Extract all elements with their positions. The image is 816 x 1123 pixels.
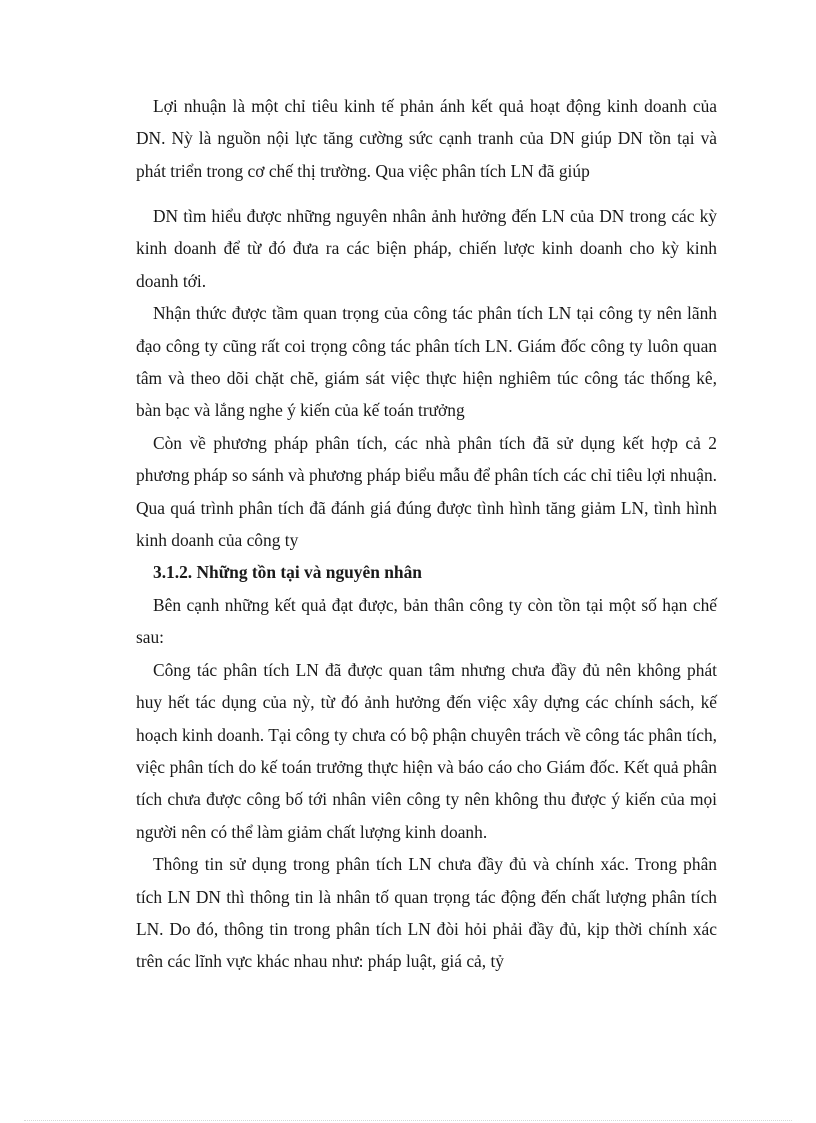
paragraph-limitations-intro: Bên cạnh những kết quả đạt được, bản thân công ty còn tồn tại một số hạn chế sau: xyxy=(136,594,717,648)
paragraph-importance: Nhận thức được tầm quan trọng của công tác phân tích LN tại công ty nên lãnh đạo công ty cũng rất coi trọng công tác phân tích LN. Giám đốc công ty luôn quan tâm và theo dõi chặt chẽ, giám sát việc thực hiện nghiêm túc công tác thống kê, bàn bạc và lắng nghe ý kiến của kế toán trưởng xyxy=(136,303,717,421)
paragraph-methods: Còn về phương pháp phân tích, các nhà phân tích đã sử dụng kết hợp cả 2 phương pháp so sánh và phương pháp biểu mẫu để phân tích các chỉ tiêu lợi nhuận. Qua quá trình phân tích đã đánh giá đúng được tình hình tăng giảm LN, tình hình kinh doanh của công ty xyxy=(136,432,717,551)
section-heading: 3.1.2. Những tồn tại và nguyên nhân xyxy=(153,562,422,583)
paragraph-profit-causes: DN tìm hiểu được những nguyên nhân ảnh hưởng đến LN của DN trong các kỳ kinh doanh để từ đó đưa ra các biện pháp, chiến lược kinh doanh cho kỳ kinh doanh tới. xyxy=(136,206,717,291)
paragraph-information: Thông tin sử dụng trong phân tích LN chưa đầy đủ và chính xác. Trong phân tích LN DN thì thông tin là nhân tố quan trọng tác động đến chất lượng phân tích LN. Do đó, thông tin trong phân tích LN đòi hỏi phải đầy đủ, kịp thời chính xác trên các lĩnh vực khác nhau như: pháp luật, giá cả, tỷ xyxy=(136,854,717,972)
text-block-top xyxy=(136,90,717,187)
text-block-main xyxy=(136,200,717,978)
paragraph-analysis-work: Công tác phân tích LN đã được quan tâm nhưng chưa đầy đủ nên không phát huy hết tác dụng của nỳ, từ đó ảnh hưởng đến việc xây dựng các chính sách, kế hoạch kinh doanh. Tại công ty chưa có bộ phận chuyên trách về công tác phân tích, việc phân tích do kế toán trưởng thực hiện và báo cáo cho Giám đốc. Kết quả phân tích chưa được công bố tới nhân viên công ty nên không thu được ý kiến của mọi người nên có thể làm giảm chất lượng kinh doanh. xyxy=(136,659,717,842)
page-bottom-divider xyxy=(24,1120,792,1121)
paragraph-profit-definition: Lợi nhuận là một chỉ tiêu kinh tế phản ánh kết quả hoạt động kinh doanh của DN. Nỳ là nguồn nội lực tăng cường sức cạnh tranh của DN giúp DN tồn tại và phát triển trong cơ chế thị trường. Qua việc phân tích LN đã giúp xyxy=(136,96,717,181)
